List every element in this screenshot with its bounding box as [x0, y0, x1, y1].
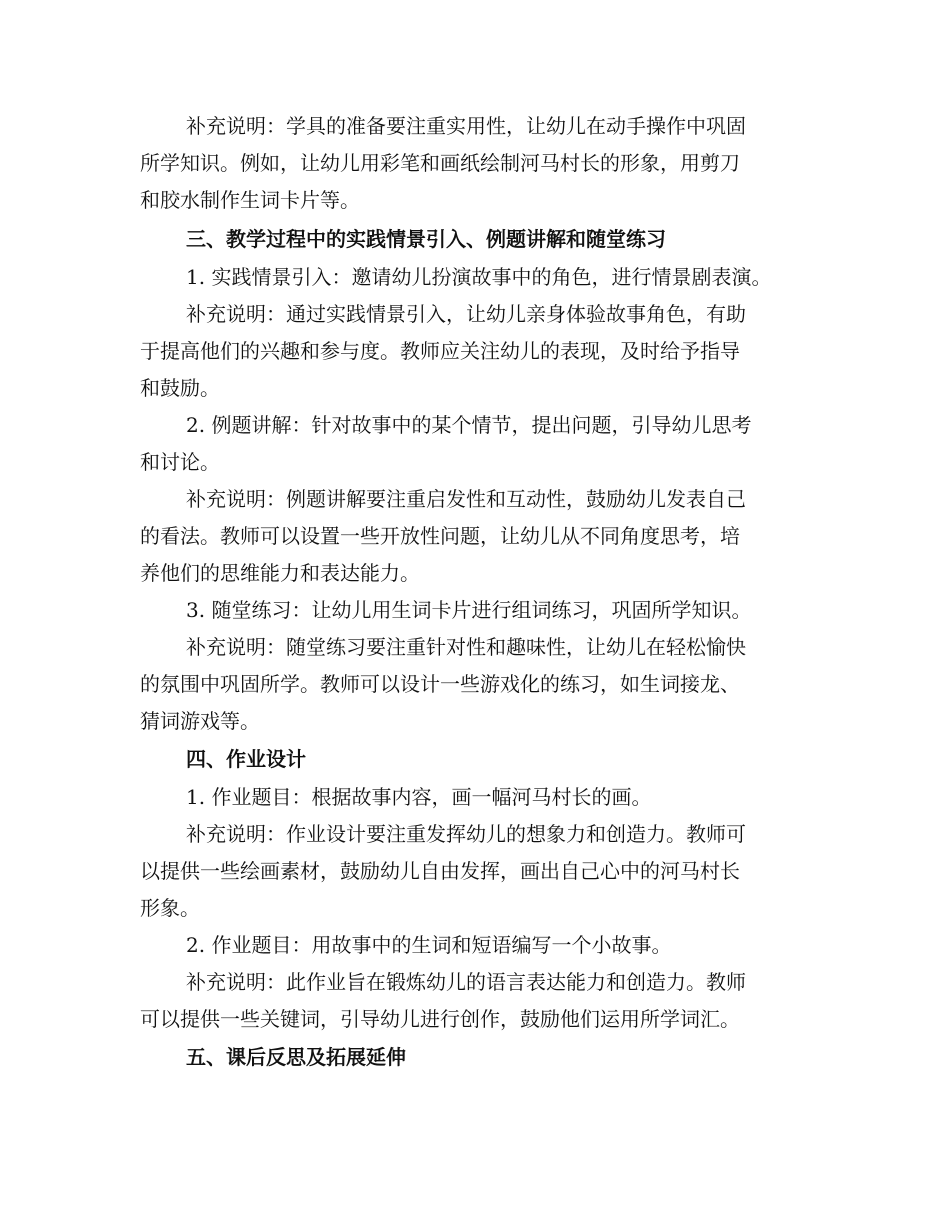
paragraph-line: 1. 实践情景引入：邀请幼儿扮演故事中的角色，进行情景剧表演。 — [186, 265, 772, 289]
paragraph-line: 的氛围中巩固所学。教师可以设计一些游戏化的练习，如生词接龙、 — [140, 672, 740, 696]
paragraph-line: 可以提供一些关键词，引导幼儿进行创作，鼓励他们运用所学词汇。 — [140, 1007, 740, 1031]
paragraph-line: 2. 例题讲解：针对故事中的某个情节，提出问题，引导幼儿思考 — [186, 413, 752, 437]
paragraph-line: 补充说明：例题讲解要注重启发性和互动性，鼓励幼儿发表自己 — [186, 487, 746, 511]
paragraph-line: 补充说明：作业设计要注重发挥幼儿的想象力和创造力。教师可 — [186, 822, 746, 846]
section-heading: 三、教学过程中的实践情景引入、例题讲解和随堂练习 — [186, 227, 666, 251]
paragraph-line: 所学知识。例如，让幼儿用彩笔和画纸绘制河马村长的形象，用剪刀 — [140, 151, 740, 175]
paragraph-line: 的看法。教师可以设置一些开放性问题，让幼儿从不同角度思考，培 — [140, 524, 740, 548]
paragraph-line: 2. 作业题目：用故事中的生词和短语编写一个小故事。 — [186, 933, 672, 957]
section-heading: 五、课后反思及拓展延伸 — [186, 1045, 406, 1069]
paragraph-line: 养他们的思维能力和表达能力。 — [140, 561, 420, 585]
paragraph-line: 猜词游戏等。 — [140, 709, 260, 733]
paragraph-line: 补充说明：学具的准备要注重实用性，让幼儿在动手操作中巩固 — [186, 114, 746, 138]
paragraph-line: 形象。 — [140, 896, 200, 920]
paragraph-line: 和鼓励。 — [140, 376, 220, 400]
paragraph-line: 补充说明：通过实践情景引入，让幼儿亲身体验故事角色，有助 — [186, 302, 746, 326]
paragraph-line: 于提高他们的兴趣和参与度。教师应关注幼儿的表现，及时给予指导 — [140, 339, 740, 363]
paragraph-line: 和讨论。 — [140, 450, 220, 474]
paragraph-line: 补充说明：随堂练习要注重针对性和趣味性，让幼儿在轻松愉快 — [186, 635, 746, 659]
section-heading: 四、作业设计 — [186, 747, 306, 771]
paragraph-line: 和胶水制作生词卡片等。 — [140, 188, 360, 212]
paragraph-line: 补充说明：此作业旨在锻炼幼儿的语言表达能力和创造力。教师 — [186, 970, 746, 994]
paragraph-line: 3. 随堂练习：让幼儿用生词卡片进行组词练习，巩固所学知识。 — [186, 598, 752, 622]
paragraph-line: 1. 作业题目：根据故事内容，画一幅河马村长的画。 — [186, 785, 652, 809]
paragraph-line: 以提供一些绘画素材，鼓励幼儿自由发挥，画出自己心中的河马村长 — [140, 859, 740, 883]
